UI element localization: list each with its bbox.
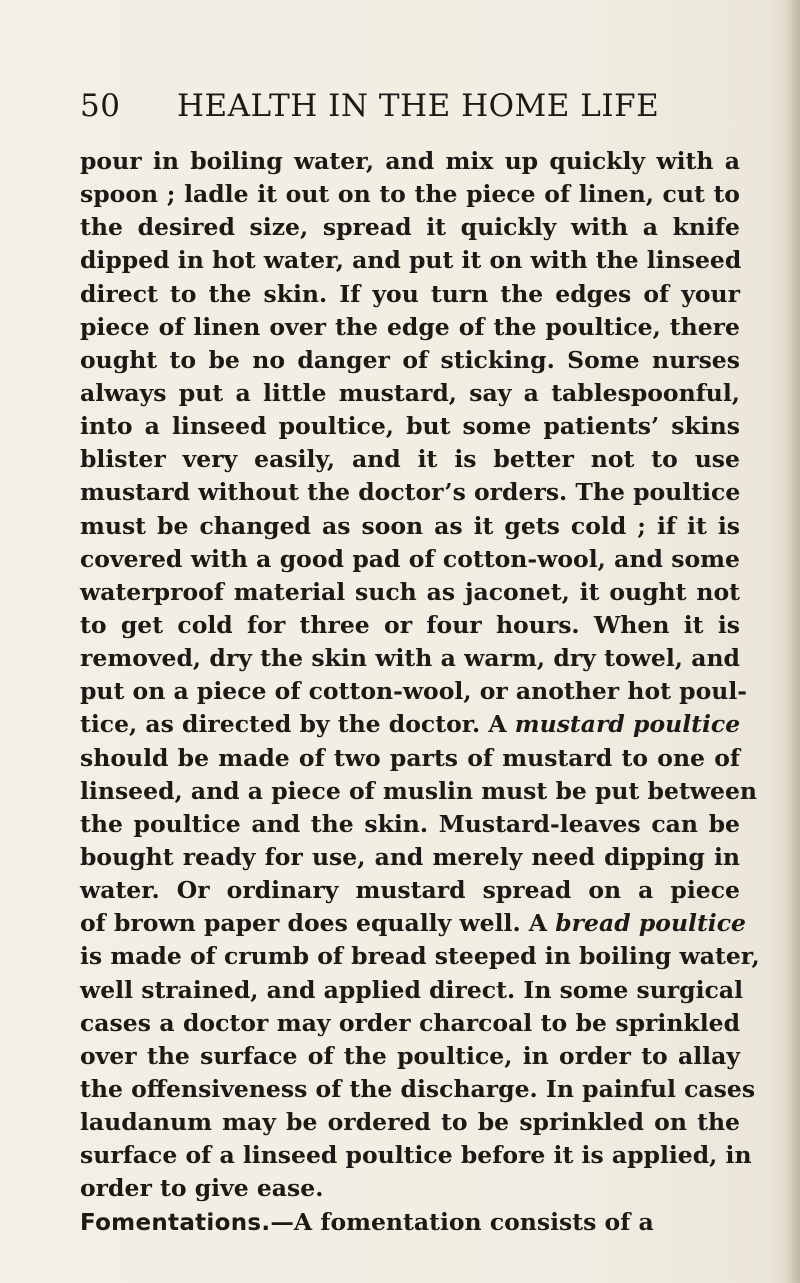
text-segment: surface of a linseed poultice before it is applied, in (80, 1141, 752, 1170)
text-line (80, 808, 740, 841)
text-segment: removed, dry the skin with a warm, dry towel, and (80, 644, 740, 673)
text-line (80, 1106, 740, 1139)
text-segment: waterproof material such as jaconet, it ought not (80, 577, 740, 606)
text-segment: into a linseed poultice, but some patients’ skins (80, 412, 740, 441)
text-segment: should be made of two parts of mustard to one of (80, 743, 740, 772)
text-segment: the desired size, spread it quickly with a knife (80, 213, 740, 242)
text-segment: cases a doctor may order charcoal to be sprinkled (80, 1008, 740, 1037)
text-segment: of brown paper does equally well. A (80, 909, 556, 938)
text-line (80, 1139, 752, 1172)
running-head (80, 88, 740, 128)
text-line (80, 311, 740, 344)
text-segment: —A fomentation consists of a (270, 1207, 654, 1236)
text-segment: must be changed as soon as it gets cold ; if it is (80, 511, 740, 540)
text-segment: piece of linen over the edge of the poultice, there (80, 312, 740, 341)
text-line (80, 510, 740, 543)
text-segment: blister very easily, and it is better not to use (80, 445, 740, 474)
section-heading-fomentations: Fomentations. (80, 1209, 271, 1236)
text-segment: ought to be no danger of sticking. Some nurses (80, 345, 740, 374)
text-line (80, 974, 744, 1007)
text-segment: bought ready for use, and merely need dipping in (80, 842, 740, 871)
text-line (80, 1073, 756, 1106)
page-edge-shadow (786, 0, 800, 1283)
text-segment: the offensiveness of the discharge. In painful cases (80, 1074, 756, 1103)
text-segment: the poultice and the skin. Mustard-leaves can be (80, 809, 740, 838)
text-segment: order to give ease. (80, 1174, 324, 1203)
text-segment: covered with a good pad of cotton-wool, and some (80, 544, 740, 573)
page-number: 50 (80, 88, 121, 124)
text-line (80, 443, 740, 476)
text-segment: is made of crumb of bread steeped in boiling water, (80, 942, 760, 971)
text-segment: mustard without the doctor’s orders. The poultice (80, 478, 741, 507)
text-segment: to get cold for three or four hours. When it is (80, 610, 740, 639)
text-line (80, 244, 740, 277)
text-line (80, 940, 760, 973)
text-line (80, 874, 740, 907)
text-segment: linseed, and a piece of muslin must be put between (80, 776, 758, 805)
running-title: HEALTH IN THE HOME LIFE (177, 88, 660, 124)
body-text (80, 145, 760, 1239)
text-segment: spoon ; ladle it out on to the piece of linen, cut to (80, 180, 740, 209)
text-segment: pour in boiling water, and mix up quickly with a (80, 147, 740, 175)
text-segment: always put a little mustard, say a tablespoonful, (80, 378, 740, 407)
text-segment: tice, as directed by the doctor. A (80, 710, 515, 739)
text-line (80, 775, 758, 808)
text-line (80, 1172, 740, 1205)
text-line (80, 708, 740, 741)
text-line (80, 675, 748, 708)
text-line (80, 576, 740, 609)
text-segment: over the surface of the poultice, in order to allay (80, 1041, 740, 1070)
text-line (80, 1206, 740, 1239)
italic-term: bread poultice (555, 909, 746, 938)
text-line (80, 410, 740, 443)
text-line (80, 543, 740, 576)
text-line (80, 377, 740, 410)
text-line (80, 907, 746, 940)
text-segment: water. Or ordinary mustard spread on a piece (80, 876, 740, 905)
text-segment: put on a piece of cotton-wool, or another hot poul- (80, 677, 748, 706)
text-line (80, 609, 740, 642)
text-segment: direct to the skin. If you turn the edges of your (80, 279, 740, 308)
text-line (80, 178, 740, 211)
text-line (80, 145, 740, 178)
italic-term: mustard poultice (514, 710, 741, 739)
text-segment: laudanum may be ordered to be sprinkled on the (80, 1108, 740, 1137)
text-line (80, 1040, 740, 1073)
text-line (80, 642, 740, 675)
text-line (80, 278, 740, 311)
text-line (80, 211, 740, 244)
text-segment: well strained, and applied direct. In some surgical (80, 975, 744, 1004)
text-line (80, 742, 740, 775)
text-segment: dipped in hot water, and put it on with the linseed (80, 246, 742, 275)
text-line (80, 1007, 740, 1040)
text-line (80, 344, 740, 377)
text-line (80, 841, 740, 874)
text-line (80, 476, 740, 509)
